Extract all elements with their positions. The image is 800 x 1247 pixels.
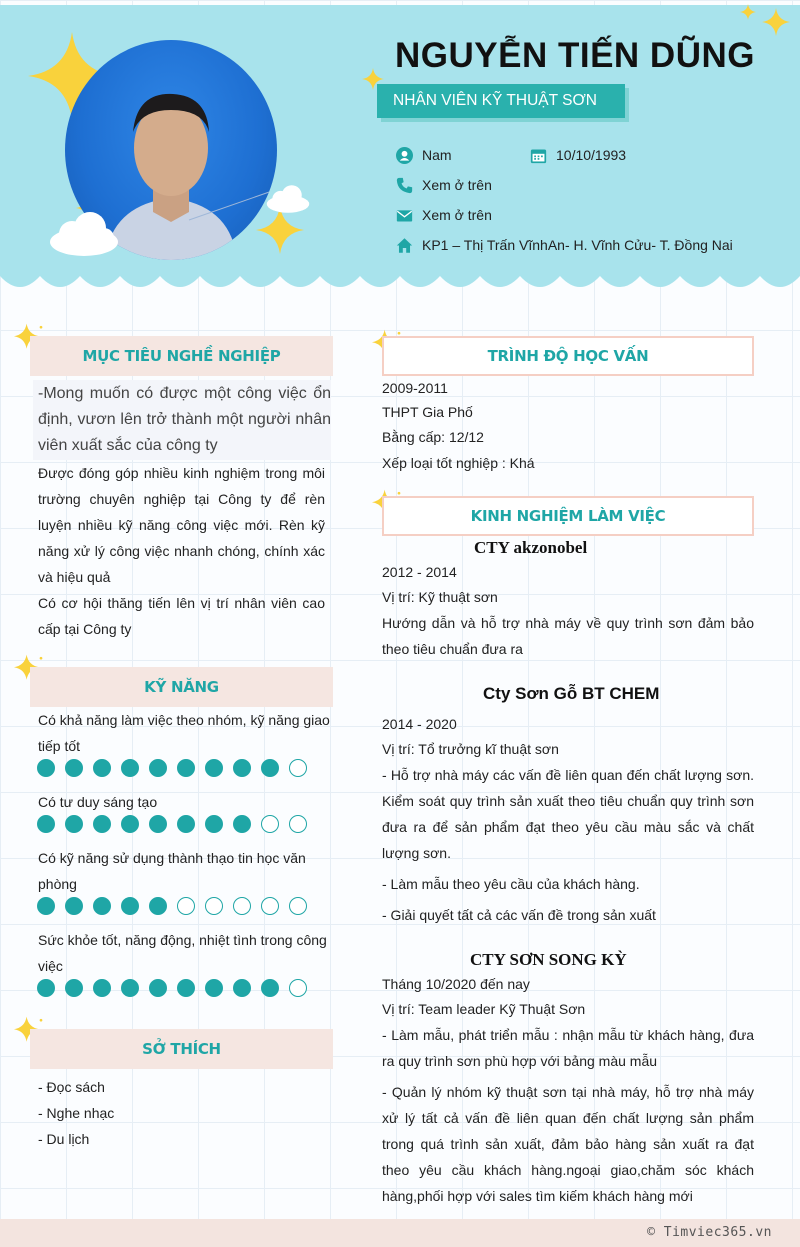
rating-dot-filled bbox=[65, 815, 83, 833]
skill-rating bbox=[37, 815, 317, 833]
rating-dot-filled bbox=[121, 815, 139, 833]
education-heading: TRÌNH ĐỘ HỌC VẤN bbox=[382, 336, 754, 376]
birthday-value: 10/10/1993 bbox=[556, 147, 627, 163]
company-name: CTY akzonobel bbox=[474, 538, 588, 557]
skill-label: Sức khỏe tốt, năng động, nhiệt tình trong công việc bbox=[38, 932, 327, 974]
rating-dot-filled bbox=[205, 759, 223, 777]
rating-dot-filled bbox=[261, 759, 279, 777]
rating-dot-filled bbox=[149, 759, 167, 777]
rating-dot-filled bbox=[93, 897, 111, 915]
job-description: - Giải quyết tất cả các vấn đề trong sản xuất bbox=[382, 907, 656, 923]
mail-icon bbox=[396, 207, 413, 224]
rating-dot-filled bbox=[233, 815, 251, 833]
cloud-icon bbox=[44, 210, 124, 258]
objective-paragraph-2: Có cơ hội thăng tiến lên vị trí nhân viên cao cấp tại Công ty bbox=[38, 595, 325, 637]
phone-value: Xem ở trên bbox=[422, 177, 492, 193]
rating-dot-empty bbox=[261, 815, 279, 833]
hobby-item: - Du lịch bbox=[38, 1131, 90, 1147]
cloud-icon bbox=[262, 184, 314, 214]
job-position: Vị trí: Team leader Kỹ Thuật Sơn bbox=[382, 1001, 586, 1017]
star-icon bbox=[762, 8, 790, 36]
full-name: NGUYỄN TIẾN DŨNG bbox=[395, 36, 755, 75]
email-value: Xem ở trên bbox=[422, 207, 492, 223]
objective-paragraph-1: Được đóng góp nhiều kinh nghiệm trong môi trường chuyên nghiệp tại Công ty để rèn luyện nhiều kỹ năng công việc mới. Rèn kỹ năng xử lý công việc nhanh chóng, chính xác và hiệu quả bbox=[38, 465, 325, 585]
rating-dot-filled bbox=[149, 815, 167, 833]
rating-dot-empty bbox=[289, 815, 307, 833]
rating-dot-filled bbox=[261, 979, 279, 997]
rating-dot-filled bbox=[177, 759, 195, 777]
rating-dot-filled bbox=[121, 979, 139, 997]
skill-label: Có khả năng làm việc theo nhóm, kỹ năng giao tiếp tốt bbox=[38, 712, 330, 754]
phone-row bbox=[396, 175, 492, 195]
rating-dot-filled bbox=[177, 815, 195, 833]
education-school: THPT Gia Phố bbox=[382, 404, 473, 420]
user-icon bbox=[396, 147, 413, 164]
calendar-icon bbox=[530, 147, 547, 164]
job-position: Vị trí: Kỹ thuật sơn bbox=[382, 589, 498, 605]
education-degree: Bằng cấp: 12/12 bbox=[382, 429, 484, 445]
skill-rating bbox=[37, 897, 317, 915]
rating-dot-filled bbox=[93, 759, 111, 777]
job-title-badge bbox=[377, 84, 625, 118]
rating-dot-filled bbox=[37, 979, 55, 997]
job-description: - Quản lý nhóm kỹ thuật sơn tại nhà máy, hỗ trợ nhà máy xử lý tất cả vấn đề liên quan đến chất lượng sản phẩm trong quá trình sản xuất, đảm bảo hàng sản xuất ra đạt theo yêu cầu khách hàng.ngoại giao,chăm sóc khách hàng,phối hợp với sales tìm kiếm khách hàng mới bbox=[382, 1084, 754, 1204]
rating-dot-empty bbox=[261, 897, 279, 915]
job-period: 2014 - 2020 bbox=[382, 716, 457, 732]
job-title: NHÂN VIÊN KỸ THUẬT SƠN bbox=[393, 92, 597, 109]
rating-dot-filled bbox=[177, 979, 195, 997]
rating-dot-filled bbox=[121, 897, 139, 915]
email-row bbox=[396, 205, 492, 225]
skill-label: Có kỹ năng sử dụng thành thạo tin học văn phòng bbox=[38, 850, 306, 892]
rating-dot-filled bbox=[93, 815, 111, 833]
job-period: 2012 - 2014 bbox=[382, 564, 457, 580]
rating-dot-filled bbox=[149, 979, 167, 997]
objective-highlight: -Mong muốn có được một công việc ổn định, vươn lên trở thành một người nhân viên xuất sắc của công ty bbox=[38, 385, 331, 454]
rating-dot-filled bbox=[93, 979, 111, 997]
rating-dot-filled bbox=[65, 979, 83, 997]
rating-dot-filled bbox=[149, 897, 167, 915]
skills-heading: KỸ NĂNG bbox=[30, 667, 333, 707]
gender-value: Nam bbox=[422, 147, 452, 163]
skill-rating bbox=[37, 759, 317, 777]
footer-bar bbox=[0, 1219, 800, 1247]
education-grade: Xếp loại tốt nghiệp : Khá bbox=[382, 455, 535, 471]
rating-dot-filled bbox=[37, 897, 55, 915]
rating-dot-filled bbox=[65, 759, 83, 777]
home-icon bbox=[396, 237, 413, 254]
education-years: 2009-2011 bbox=[382, 380, 448, 396]
rating-dot-empty bbox=[177, 897, 195, 915]
rating-dot-filled bbox=[233, 979, 251, 997]
rating-dot-filled bbox=[121, 759, 139, 777]
rating-dot-empty bbox=[289, 979, 307, 997]
job-position: Vị trí: Tổ trưởng kĩ thuật sơn bbox=[382, 741, 559, 757]
rating-dot-filled bbox=[205, 815, 223, 833]
address-value: KP1 – Thị Trấn VĩnhAn- H. Vĩnh Cửu- T. Đồng Nai bbox=[422, 237, 733, 253]
job-description: - Làm mẫu theo yêu cầu của khách hàng. bbox=[382, 876, 640, 892]
hobbies-heading: SỞ THÍCH bbox=[30, 1029, 333, 1069]
rating-dot-filled bbox=[205, 979, 223, 997]
rating-dot-empty bbox=[205, 897, 223, 915]
objective-heading: MỤC TIÊU NGHỀ NGHIỆP bbox=[30, 336, 333, 376]
rating-dot-filled bbox=[37, 759, 55, 777]
rating-dot-empty bbox=[289, 897, 307, 915]
company-name: Cty Sơn Gỗ BT CHEM bbox=[483, 684, 660, 703]
job-description: - Hỗ trợ nhà máy các vấn đề liên quan đến chất lượng sơn. Kiểm soát quy trình sản xuất theo tiêu chuẩn quy trình sơn đưa ra để sản phẩm đạt theo yêu cầu màu sắc và chất lượng sơn. bbox=[382, 767, 754, 861]
rating-dot-empty bbox=[233, 897, 251, 915]
skill-label: Có tư duy sáng tạo bbox=[38, 794, 158, 810]
gender-row bbox=[396, 145, 452, 165]
rating-dot-empty bbox=[289, 759, 307, 777]
job-period: Tháng 10/2020 đến nay bbox=[382, 976, 530, 992]
job-description: Hướng dẫn và hỗ trợ nhà máy về quy trình sơn đảm bảo theo tiêu chuẩn đưa ra bbox=[382, 615, 754, 657]
watermark-text: © Timviec365.vn bbox=[647, 1225, 772, 1240]
rating-dot-filled bbox=[65, 897, 83, 915]
company-name: CTY SƠN SONG KỲ bbox=[470, 950, 627, 969]
rating-dot-filled bbox=[37, 815, 55, 833]
phone-icon bbox=[396, 177, 413, 194]
experience-heading: KINH NGHIỆM LÀM VIỆC bbox=[382, 496, 754, 536]
skill-rating bbox=[37, 979, 317, 997]
job-description: - Làm mẫu, phát triển mẫu : nhận mẫu từ khách hàng, đưa ra quy trình sơn phù hợp với bảng màu mẫu bbox=[382, 1027, 754, 1069]
star-icon bbox=[740, 4, 756, 20]
rating-dot-filled bbox=[233, 759, 251, 777]
hobby-item: - Nghe nhạc bbox=[38, 1105, 115, 1121]
hobby-item: - Đọc sách bbox=[38, 1079, 105, 1095]
birthday-row bbox=[530, 145, 626, 165]
address-row bbox=[396, 235, 733, 255]
scallop-border bbox=[0, 262, 800, 298]
objective-highlight-box bbox=[33, 380, 331, 460]
